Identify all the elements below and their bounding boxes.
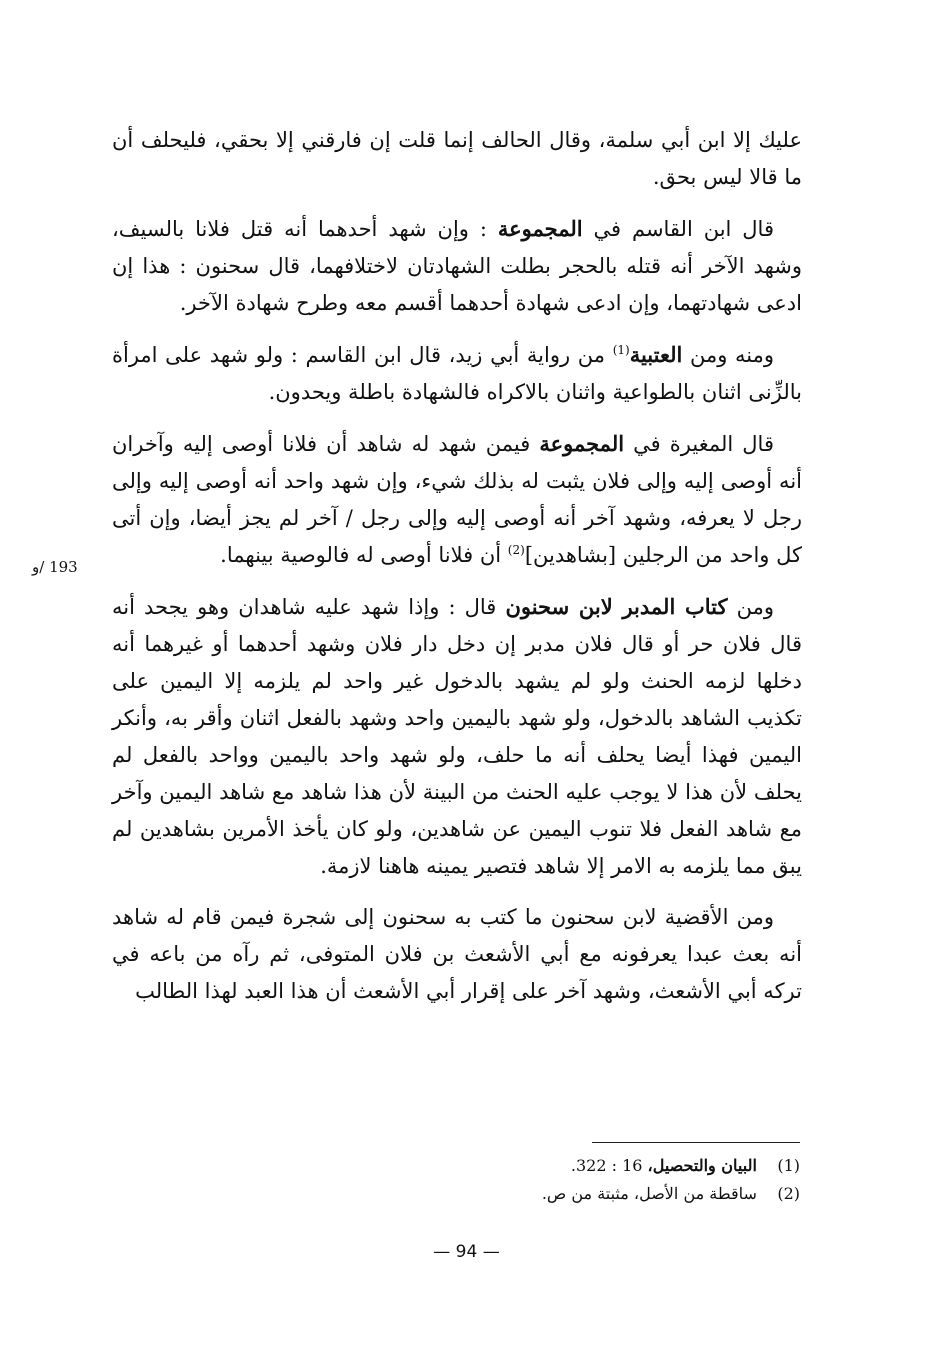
margin-folio-note: 193 /و [32,558,78,576]
main-text [112,122,802,1010]
footnote-number: (2) [777,1184,800,1203]
text-segment: عليك إلا ابن أبي سلمة، وقال الحالف إنما قلت إن فارقني إلا بحقي، فليحلف أن ما قالا ليس بحق. [112,128,802,189]
text-segment: قال المغيرة في [624,432,774,456]
text-segment: أن فلانا أوصى له فالوصية بينهما. [220,543,508,567]
text-segment: ومن [727,595,774,619]
bold-title: كتاب المدبر لابن سحنون [505,594,728,619]
footnote-2 [300,1180,800,1208]
footnote-ref: (2) [507,543,525,557]
text-segment: فيمن شهد له شاهد أن فلانا أوصى إليه وآخران أنه أوصى إليه وإلى فلان يثبت له بذلك شيء، وإن شهد واحد أنه أوصى إليه وإلى رجل لا يعرفه، وشهد آخر أنه أوصى إليه وإلى رجل / آخر لم يجز أيضا، وإن أتى كل واحد من الرجلين [بشاهدين] [112,432,802,567]
bold-title: المجموعة [539,431,625,456]
paragraph [112,899,802,1010]
paragraph [112,122,802,196]
footnote-text: ساقطة من الأصل، مثبتة من ص. [541,1184,757,1203]
text-segment: ومنه ومن [682,343,775,367]
footnote-text: 16 : 322. [570,1156,648,1175]
footnote-divider [592,1142,800,1143]
paragraph [112,425,802,574]
paragraph [112,588,802,885]
paragraph [112,336,802,411]
footnote-ref: (1) [612,343,630,357]
bold-title: المجموعة [497,216,583,241]
text-segment: : وإن شهد أحدهما أنه قتل فلانا بالسيف، وشهد الآخر أنه قتله بالحجر بطلت الشهادتان لاختلافهما، قال سحنون : هذا إن ادعى شهادتهما، وإن ادعى شهادة أحدهما أقسم معه وطرح شهادة الآخر. [112,217,802,315]
text-segment: قال ابن القاسم في [582,217,774,241]
footnotes [300,1152,800,1208]
bold-title: العتبية [629,342,683,367]
footnote-number: (1) [777,1156,800,1175]
text-segment: قال : وإذا شهد عليه شاهدان وهو يجحد أنه قال فلان حر أو قال فلان مدبر إن دخل دار فلان وشهد أحدهما أو غيرهما أنه دخلها لزمه الحنث ولو لم يشهد بالدخول غير واحد لم يلزمه إلا اليمين على تكذيب الشاهد بالدخول، ولو شهد باليمين واحد وشهد بالفعل اثنان وأقر به، وأنكر اليمين فهذا أيضا يحلف أنه ما حلف، ولو شهد واحد باليمين وواحد بالفعل لم يحلف لأن هذا لا يوجب عليه الحنث من البينة لأن هذا شاهد مع شاهد اليمين وآخر مع شاهد الفعل فلا تنوب اليمين عن شاهدين، ولو كان يأخذ الأمرين بشاهدين لم يبق مما يلزمه به الامر إلا شاهد فتصير يمينه هاهنا لازمة. [112,595,802,878]
footnote-source-title: البيان والتحصيل، [647,1156,757,1175]
text-segment: ومن الأقضية لابن سحنون ما كتب به سحنون إلى شجرة فيمن قام له شاهد أنه بعث عبدا يعرفونه مع أبي الأشعث بن فلان المتوفى، ثم رآه من باعه في تركه أبي الأشعث، وشهد آخر على إقرار أبي الأشعث أن هذا العبد لهذا الطالب [112,905,802,1003]
footnote-1 [300,1152,800,1180]
paragraph [112,210,802,322]
text-segment: من رواية أبي زيد، قال ابن القاسم : ولو شهد على امرأة بالزِّنى اثنان بالطواعية واثنان بالاكراه فالشهادة باطلة ويحدون. [112,343,802,404]
page-number: — 94 — [433,1242,500,1262]
